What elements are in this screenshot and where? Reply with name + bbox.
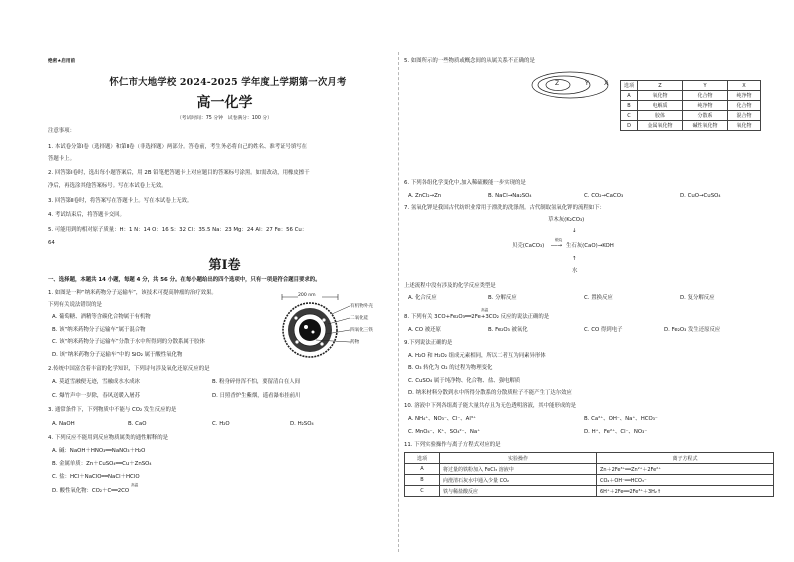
q7-prompt: 上述流程中没有涉及的化学反应类型是 [404, 283, 496, 289]
q2-option: D. 日照香炉生紫烟，遥看瀑布挂前川 [212, 393, 301, 399]
q1-option: B. 该“纳米药物分子运输车”属于混合物 [52, 327, 146, 333]
table-header: 选项 [621, 81, 638, 91]
note-line: 5. 可能用到的相对原子质量：H：1 N：14 O：16 S：32 Cl：35.5 Na：23 Mg：24 Al：27 Fe：56 Cu： [48, 227, 308, 233]
table-header: Y [683, 81, 728, 91]
flow-bottom: 水 [572, 268, 578, 274]
q1-option: A. 葡萄糖、酒精等含碳化合物属于有机物 [52, 314, 151, 320]
table-cell: 化合物 [683, 91, 728, 101]
table-cell: C [405, 486, 440, 497]
table-cell: 6H⁺＋2Fe══2Fe³⁺＋3H₂↑ [597, 486, 774, 497]
set-label: Z [555, 80, 560, 87]
q1-option: D. 该“纳米药物分子运输车”中的 SiO₂ 属于酸性氧化物 [52, 352, 183, 358]
q4-stem: 4. 下列反应不能用到反应物质属类的通性解释的是 [48, 435, 169, 441]
note-line: 1. 本试卷分第Ⅰ卷（选择题）和第Ⅱ卷（非选择题）两部分。答卷前，考生务必将自己的姓名、准考证号填写在 [48, 144, 308, 150]
q5-table [620, 80, 761, 131]
q4-option: A. 碱：NaOH＋HNO₃══NaNO₃＋H₂O [52, 448, 146, 454]
note-line: 答题卡上。 [48, 156, 75, 162]
q8-stem: 8. 下列有关 3CO+Fe₂O₃══2Fe+3CO₂ 反应的说法正确的是 [404, 314, 550, 320]
secret-mark: 绝密★启用前 [48, 59, 76, 64]
figure-label: 药物 [350, 340, 360, 345]
note-line: 4. 考试结束后，将答题卡交回。 [48, 212, 125, 218]
table-cell: A [621, 91, 638, 101]
section-intro: 一、选择题，本题共 14 小题，每题 4 分，共 56 分。在每小题给出的四个选项中，只有一项是符合题目要求的。 [48, 277, 321, 283]
flow-top: 草木灰(K₂CO₃) [548, 217, 585, 223]
table-header: 选项 [405, 453, 440, 464]
figure-scale: 200 nm [298, 293, 316, 298]
table-cell: B [621, 101, 638, 111]
table-cell: 将过量的铁粉加入 FeCl₃ 溶液中 [440, 464, 597, 475]
table-row [405, 464, 774, 475]
table-row [621, 111, 761, 121]
q11-table [404, 452, 774, 497]
flow-arrow-down: ↓ [572, 228, 577, 234]
table-cell: 胶体 [638, 111, 683, 121]
q10-option: D. H⁺、Fe²⁺、Cl⁻、NO₃⁻ [584, 429, 648, 435]
q8-option: D. Fe₂O₃ 发生还原反应 [664, 327, 721, 333]
q6-option: C. CO₂→CaCO₃ [584, 193, 624, 199]
q10-option: C. MnO₄⁻、K⁺、SO₄²⁻、Na⁺ [408, 429, 481, 435]
table-header: 实验操作 [440, 453, 597, 464]
q7-option: B. 分解反应 [488, 295, 517, 301]
q8-option: A. CO 被还原 [408, 327, 441, 333]
q2-stem: 2.传统中国富含着丰富的化学知识，下列诗句涉及氧化还原反应的是 [48, 366, 210, 372]
q2-option: B. 粉身碎骨浑不怕，要留清白在人间 [212, 379, 300, 385]
q10-option: B. Ca²⁺、OH⁻、Na⁺、HCO₃⁻ [584, 416, 658, 422]
table-row [621, 101, 761, 111]
q11-stem: 11. 下列实验操作与离子方程式对应的是 [404, 442, 501, 448]
q9-stem: 9.下列说法正确的是 [404, 340, 453, 346]
q9-option: D. 纳米材料分散到水中所得分散系的分散质粒子不能产生丁达尔效应 [408, 390, 572, 396]
table-cell: 金属氧化物 [638, 121, 683, 131]
q2-option: A. 莫道雪融便无迹，雪融成水水成冰 [52, 379, 140, 385]
flow-arrow-up: ↑ [572, 256, 577, 262]
q9-option: A. H₂O 和 H₂O₂ 组成元素相同，所以二者互为同素异形体 [408, 353, 546, 359]
table-cell: 分散系 [683, 111, 728, 121]
school-title: 怀仁市大地学校 2024-2025 学年度上学期第一次月考 [109, 77, 347, 88]
q6-stem: 6. 下列各组化学变化中,加入稀硫酸能一步实现的是 [404, 180, 526, 186]
exam-meta: （考试时间：75 分钟 试卷满分：100 分） [176, 116, 273, 121]
q4-option: D. 酸性氧化物：CO₂＋C══2CO [52, 488, 130, 494]
table-cell: CO₂＋OH⁻══HCO₃⁻ [597, 475, 774, 486]
table-cell: D [621, 121, 638, 131]
table-cell: 化合物 [728, 101, 761, 111]
q6-option: A. ZnCl₂→Zn [408, 193, 442, 199]
part-one-title: 第Ⅰ卷 [208, 258, 241, 273]
table-header: Z [638, 81, 683, 91]
flow-mid: 生石灰(CaO)→KOH [566, 243, 614, 249]
flow-left: 贝壳(CaCO₃) [512, 243, 545, 249]
q4-option: B. 金属单质：Zn＋CuSO₄══Cu＋ZnSO₄ [52, 461, 152, 467]
table-row [405, 475, 774, 486]
figure-label: 四氧化三铁 [350, 328, 373, 333]
q9-option: B. O₃ 转化为 O₂ 的过程为物理变化 [408, 365, 493, 371]
q1-stem: 1. 如图是一种“纳米药物分子运输车”，该技术可提高肿瘤的治疗效果。 [48, 290, 217, 296]
table-cell: 电解质 [638, 101, 683, 111]
q3-option: C. H₂O [212, 421, 230, 427]
table-cell: 氧化物 [728, 121, 761, 131]
note-line: 64 [48, 240, 55, 246]
note-line: 3. 回答第Ⅱ卷时，将答案写在答题卡上。写在本试卷上无效。 [48, 198, 193, 204]
q3-option: D. H₂SO₄ [290, 421, 314, 427]
subject-title: 高一化学 [196, 95, 253, 111]
q3-stem: 3. 通常条件下，下列物质中不能与 CO₂ 发生反应的是 [48, 407, 177, 413]
q5-stem: 5. 如图所示的一些物质或概念间的从属关系不正确的是 [404, 58, 535, 64]
note-line: 净后，再选涂其他答案标号。写在本试卷上无效。 [48, 183, 167, 189]
q8-option: B. Fe₂O₃ 被氧化 [488, 327, 528, 333]
table-header: X [728, 81, 761, 91]
table-cell: 纯净物 [728, 91, 761, 101]
q7-stem: 7. 氢氧化钾是我国古代纺织业常用于漂洗的洗涤剂。古代制取氢氧化钾的流程如下： [404, 205, 605, 211]
q4-option: C. 盐：HCl＋NaClO══NaCl＋HClO [52, 474, 140, 480]
q4-condition: 高温 [131, 483, 139, 487]
nested-sets-diagram [530, 70, 614, 100]
q8-condition: 高温 [481, 308, 489, 312]
column-divider [398, 52, 399, 552]
table-row [621, 91, 761, 101]
table-row [621, 121, 761, 131]
q6-option: B. NaCl→Na₂SO₄ [488, 193, 532, 199]
q3-option: A. NaOH [52, 421, 75, 427]
notes-title: 注意事项： [48, 128, 75, 134]
table-cell: A [405, 464, 440, 475]
table-cell: Zn＋2Fe³⁺══Zn²⁺＋2Fe²⁺ [597, 464, 774, 475]
table-cell: 纯净物 [683, 101, 728, 111]
q10-option: A. NH₄⁺、NO₃⁻、Cl⁻、Al³⁺ [408, 416, 476, 422]
q7-option: A. 化合反应 [408, 295, 437, 301]
flow-condition: 煅烧 [555, 238, 563, 242]
q7-option: D. 复分解反应 [680, 295, 715, 301]
table-cell: 向澄清石灰水中通入少量 CO₂ [440, 475, 597, 486]
q1-stem-2: 下列有关说法错误的是 [48, 302, 102, 308]
table-cell: 铁与稀盐酸反应 [440, 486, 597, 497]
table-cell: 碱性氧化物 [683, 121, 728, 131]
q6-option: D. CuO→CuSO₄ [680, 193, 721, 199]
q9-option: C. CuSO₄ 属于纯净物、化合物、盐、强电解质 [408, 378, 521, 384]
figure-label: 二氧化硅 [350, 316, 369, 321]
q3-option: B. CaO [128, 421, 147, 427]
set-label: Y [585, 80, 589, 87]
q2-option: C. 爆竹声中一岁除，春风送暖入屠苏 [52, 393, 141, 399]
table-header: 离子方程式 [597, 453, 774, 464]
q8-option: C. CO 得到电子 [584, 327, 623, 333]
table-row [405, 486, 774, 497]
note-line: 2. 回答第Ⅰ卷时，选出每小题答案后，用 2B 铅笔把答题卡上对应题目的答案标号涂黑。如需改动，用橡皮擦干 [48, 170, 310, 176]
table-cell: C [621, 111, 638, 121]
flow-arrow: ──→ [551, 243, 563, 249]
table-cell: 氧化物 [638, 91, 683, 101]
q10-stem: 10. 溶液中下列各组离子能大量共存且为无色透明溶液，其中能形成的是 [404, 403, 577, 409]
q1-option: C. 该“纳米药物分子运输车”分散于水中所得到的分散系属于胶体 [52, 339, 205, 345]
table-cell: 混合物 [728, 111, 761, 121]
q7-option: C. 置换反应 [584, 295, 613, 301]
table-cell: B [405, 475, 440, 486]
set-label: X [604, 80, 609, 87]
figure-label: 有机物外壳 [350, 304, 373, 309]
nano-carrier-figure [272, 292, 352, 360]
